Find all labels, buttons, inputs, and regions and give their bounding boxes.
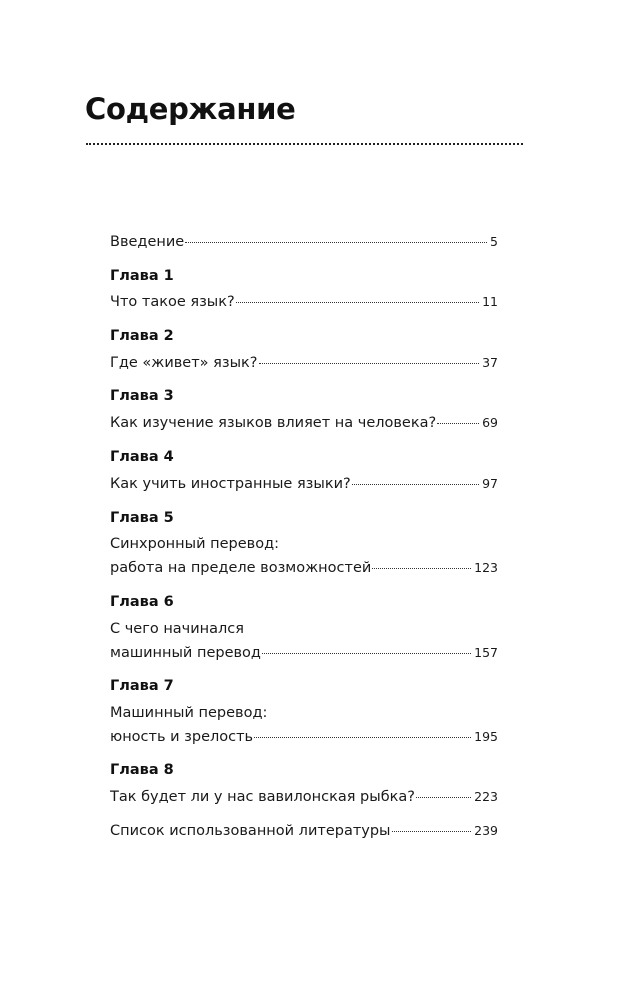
chapter-label: Глава 4 (110, 449, 174, 465)
title-dotted-rule (86, 143, 523, 145)
chapter-label: Глава 6 (110, 594, 174, 610)
toc-entry-chapter-4[interactable] (110, 474, 498, 494)
toc-entry-title: юность и зрелость (110, 729, 254, 745)
toc-entry-chapter-1[interactable] (110, 292, 498, 312)
toc-page-number: 69 (482, 415, 498, 430)
dot-leader (372, 568, 471, 569)
dot-leader (352, 484, 479, 485)
toc-entry-chapter-8[interactable] (110, 787, 498, 807)
toc-page-number: 195 (474, 729, 498, 744)
toc-entry-title: Как учить иностранные языки? (110, 476, 351, 492)
toc-entry-chapter-5[interactable] (110, 558, 498, 578)
toc-entry-chapter-7[interactable] (110, 727, 498, 747)
toc-entry-title: машинный перевод (110, 645, 261, 661)
chapter-label: Глава 8 (110, 762, 174, 778)
toc-page-number: 37 (482, 355, 498, 370)
toc-entry-title: Так будет ли у нас вавилонская рыбка? (110, 789, 415, 805)
dot-leader (392, 831, 472, 832)
dot-leader (262, 653, 471, 654)
chapter-label: Глава 7 (110, 678, 174, 694)
dot-leader (254, 737, 471, 738)
toc-entry-title-line: Машинный перевод: (110, 705, 268, 721)
toc-page-number: 223 (474, 789, 498, 804)
toc-page-number: 123 (474, 560, 498, 575)
toc-entry-intro[interactable] (110, 232, 498, 252)
dot-leader (259, 363, 480, 364)
chapter-label: Глава 2 (110, 328, 174, 344)
chapter-label: Глава 1 (110, 268, 174, 284)
toc-entry-title: Что такое язык? (110, 294, 235, 310)
toc-entry-title: Введение (110, 234, 185, 250)
toc-page-number: 11 (482, 294, 498, 309)
toc-page-number: 5 (490, 234, 498, 249)
toc-entry-title-line: С чего начинался (110, 621, 245, 637)
chapter-label: Глава 3 (110, 388, 174, 404)
toc-entry-title: Как изучение языков влияет на человека? (110, 415, 437, 431)
dot-leader (236, 302, 479, 303)
toc-entry-title-line: Синхронный перевод: (110, 536, 279, 552)
toc-entry-chapter-2[interactable] (110, 353, 498, 373)
toc-entry-title: работа на пределе возможностей (110, 560, 372, 576)
toc-page-number: 97 (482, 476, 498, 491)
page-title: Содержание (85, 92, 296, 126)
toc-entry-title: Где «живет» язык? (110, 355, 258, 371)
dot-leader (185, 242, 487, 243)
dot-leader (416, 797, 471, 798)
toc-entry-references[interactable] (110, 821, 498, 841)
chapter-label: Глава 5 (110, 510, 174, 526)
toc-entry-title: Список использованной литературы (110, 823, 391, 839)
dot-leader (437, 423, 479, 424)
toc-page-number: 239 (474, 823, 498, 838)
toc-entry-chapter-3[interactable] (110, 413, 498, 433)
toc-page-number: 157 (474, 645, 498, 660)
toc-entry-chapter-6[interactable] (110, 643, 498, 663)
